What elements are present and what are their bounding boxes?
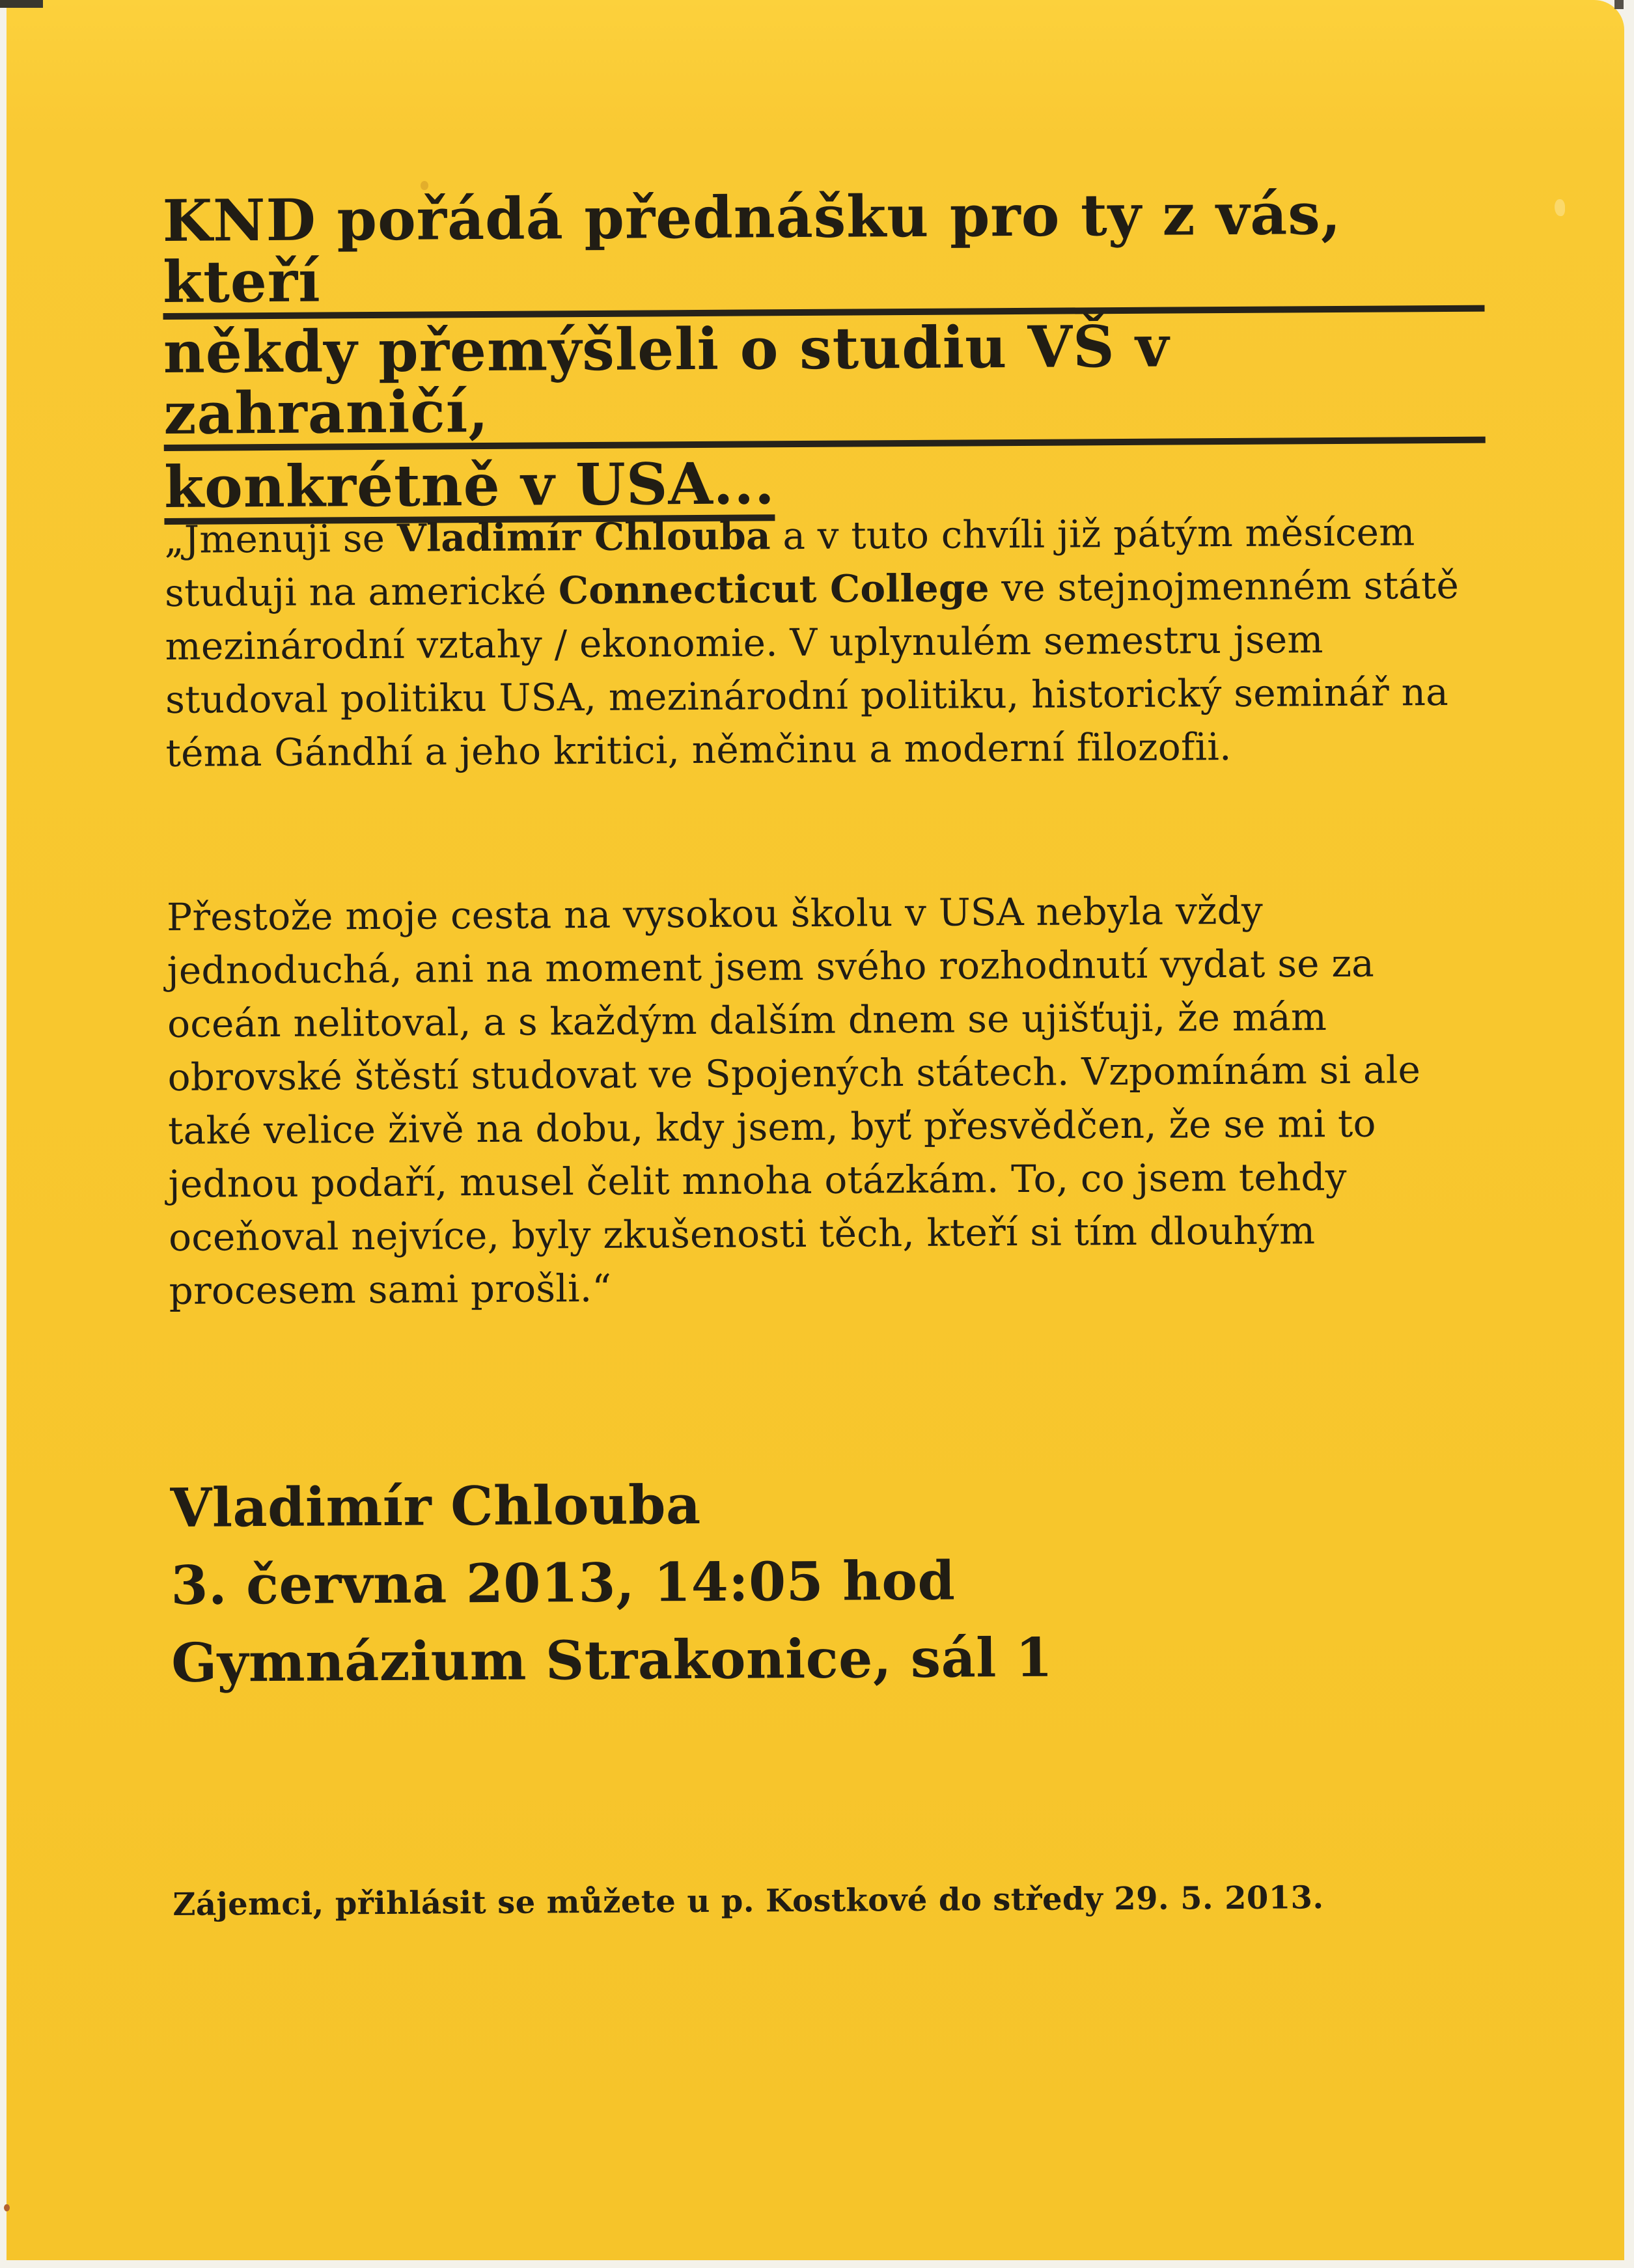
scan-artifact-top-left (0, 0, 43, 8)
event-details (170, 1465, 1053, 1702)
college-name-bold: Connecticut College (558, 566, 990, 613)
paper-speck (4, 2204, 10, 2211)
paper-speck (1555, 199, 1565, 216)
intro-open-text: „Jmenuji se (164, 516, 398, 562)
event-venue: Gymnázium Strakonice, sál 1 (171, 1626, 1053, 1694)
title-line-2: někdy přemýšleli o studiu VŠ v zahraničí, (163, 314, 1486, 453)
event-datetime: 3. června 2013, 14:05 hod (171, 1549, 956, 1617)
speaker-name-bold: Vladimír Chlouba (396, 514, 771, 560)
intro-mid-text: a v tuto chvíli již pátým měsícem studuji na americké (164, 510, 1415, 615)
event-speaker: Vladimír Chlouba (170, 1473, 701, 1540)
signup-note: Zájemci, přihlásit se můžete u p. Kostkové do středy 29. 5. 2013. (173, 1879, 1324, 1923)
title-line-3: konkrétně v USA... (164, 445, 1486, 527)
paragraph-journey-quote: Přestože moje cesta na vysokou školu v USA nebyla vždy jednoduchá, ani na moment jsem svého rozhodnutí vydat se za oceán nelitoval, a s každým dalším dnem se ujišťuji, že mám obrovské štěstí studovat ve Spojených státech. Vzpomínám si ale také velice živě na dobu, kdy jsem, byť přesvědčen, že se mi to jednou podaří, musel čelit mnoha otázkám. To, co jsem tehdy oceňoval nejvíce, byly zkušenosti těch, kteří si tím dlouhým procesem sami prošli.“ (166, 888, 1421, 1313)
paragraph-intro-quote (164, 505, 1487, 780)
intro-rest-text: ve stejnojmenném státě mezinárodní vztahy / ekonomie. V uplynulém semestru jsem studoval politiku USA, mezinárodní politiku, historický seminář na téma Gándhí a jeho kritici, němčinu a moderní filozofii. (165, 562, 1460, 775)
flyer-content (161, 0, 1497, 2268)
title-line-1: KND pořádá přednášku pro ty z vás, kteří (162, 182, 1484, 322)
scan-artifact-top-right (1614, 0, 1624, 9)
flyer-title (162, 179, 1486, 527)
